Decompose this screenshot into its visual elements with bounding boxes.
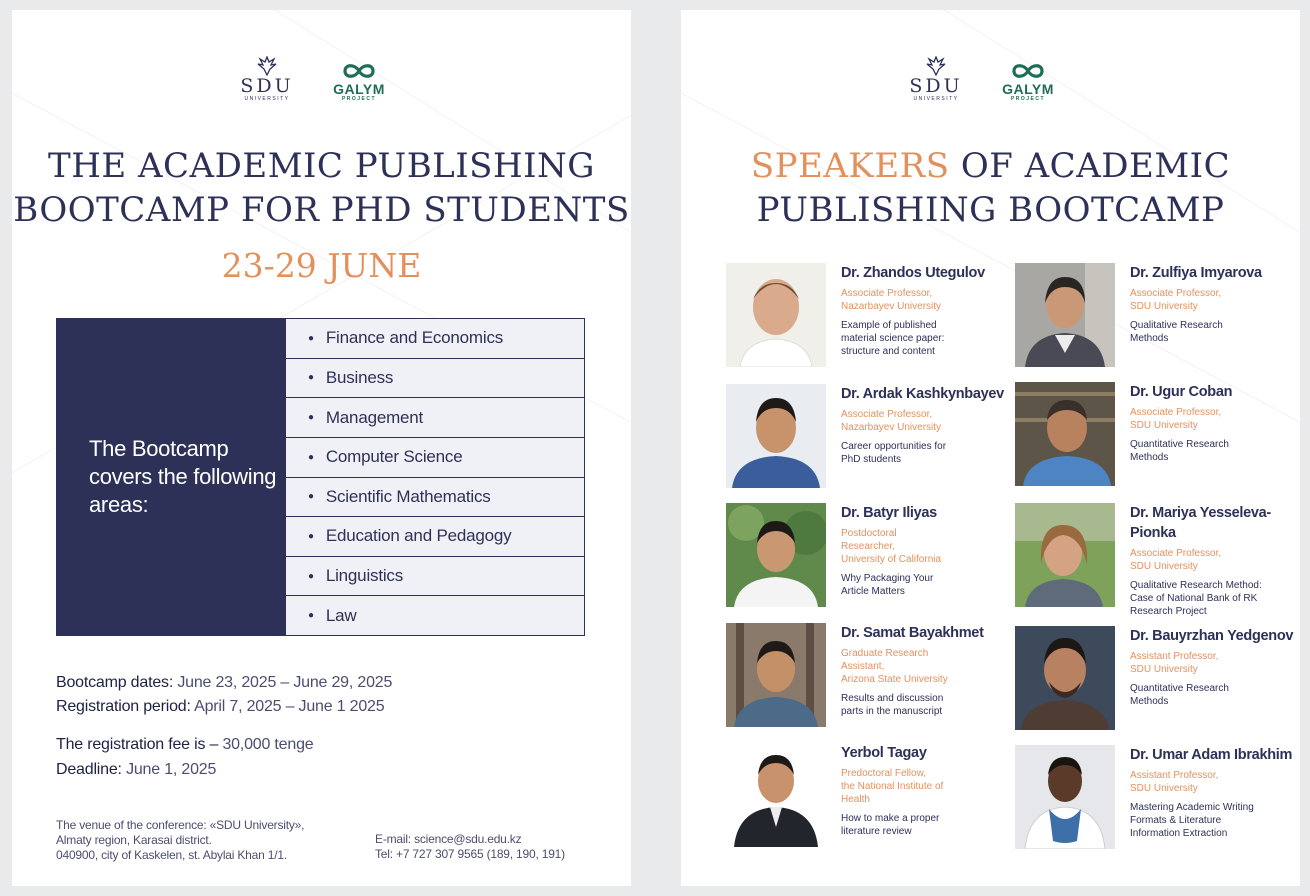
speaker-role: Graduate Research Assistant, Arizona State University: [841, 648, 948, 685]
speaker-photo: [1015, 503, 1115, 607]
speaker-role: Postdoctoral Researcher, University of California: [841, 528, 942, 565]
speaker-name: Dr. Samat Bayakhmet: [841, 625, 984, 641]
deadline-label: Deadline:: [56, 761, 122, 778]
area-item: [286, 438, 584, 478]
speaker-photo: [1015, 626, 1115, 730]
area-label: Finance and Economics: [325, 328, 504, 348]
speaker-name: Dr. Batyr Iliyas: [841, 505, 937, 521]
registration-fee: [56, 736, 313, 754]
speaker-name: Dr. Mariya Yesseleva-Pionka: [1130, 505, 1271, 541]
bootcamp-dates-value: June 23, 2025 – June 29, 2025: [177, 674, 393, 691]
speaker-name: Dr. Zulfiya Imyarova: [1130, 265, 1262, 281]
speaker-role: Associate Professor, Nazarbayev University: [841, 409, 942, 433]
sdu-subtitle: UNIVERSITY: [913, 96, 959, 102]
speaker-photo: [726, 263, 826, 367]
bullet-icon: ●: [308, 451, 314, 463]
registration-period-value: April 7, 2025 – June 1 2025: [194, 698, 385, 715]
sdu-eagle-icon: [256, 56, 278, 76]
speaker-name: Dr. Bauyrzhan Yedgenov: [1130, 628, 1294, 644]
logo-row: [238, 56, 392, 102]
speaker-photo: [1015, 745, 1115, 849]
speaker-topic: Quantitative Research Methods: [1130, 439, 1229, 463]
speaker-role: Assistant Professor, SDU University: [1130, 651, 1219, 675]
area-label: Law: [325, 605, 357, 625]
area-item: [286, 319, 584, 359]
poster-title-line-2: BOOTCAMP FOR PHD STUDENTS: [13, 190, 630, 230]
area-label: Scientific Mathematics: [325, 486, 491, 506]
area-label: Education and Pedagogy: [325, 526, 512, 546]
galym-wordmark: GALYM: [333, 81, 385, 97]
speaker-photo: [1015, 263, 1115, 367]
speakers-title-accent: SPEAKERS: [750, 146, 950, 186]
sdu-subtitle: UNIVERSITY: [244, 96, 290, 102]
registration-fee-value: 30,000 tenge: [222, 736, 314, 753]
bullet-icon: ●: [308, 491, 314, 503]
venue-line: The venue of the conference: «SDU University»,: [56, 818, 305, 832]
speaker-topic: Why Packaging Your Article Matters: [841, 573, 934, 597]
area-item: [286, 398, 584, 438]
bullet-icon: ●: [308, 412, 314, 424]
speaker-name: Dr. Ardak Kashkynbayev: [841, 386, 1004, 402]
area-item: [286, 478, 584, 518]
speaker-topic: Career opportunities for PhD students: [841, 441, 947, 465]
speaker-photo: [726, 384, 826, 488]
sdu-wordmark: SDU: [909, 75, 963, 97]
speaker-name: Yerbol Tagay: [841, 745, 927, 761]
area-label: Linguistics: [325, 566, 404, 586]
speaker-topic: Example of published material science paper: structure and content: [841, 320, 945, 357]
sdu-logo: [238, 56, 296, 102]
speaker-name: Dr. Ugur Coban: [1130, 384, 1233, 400]
bullet-icon: ●: [308, 332, 314, 344]
venue-line: Almaty region, Karasai district.: [56, 833, 212, 847]
bootcamp-dates-label: Bootcamp dates:: [56, 674, 174, 691]
speaker-topic: Quantitative Research Methods: [1130, 683, 1229, 707]
bootcamp-dates: [56, 674, 392, 692]
bullet-icon: ●: [308, 372, 314, 384]
areas-intro-panel: [57, 319, 286, 635]
logo-row: [907, 56, 1061, 102]
registration-period: [56, 698, 384, 716]
galym-logo: [326, 61, 392, 102]
area-label: Management: [325, 407, 424, 427]
area-label: Computer Science: [325, 447, 463, 467]
contact-email: E-mail: science@sdu.edu.kz: [375, 832, 522, 846]
speaker-role: Predoctoral Fellow, the National Institute of Health: [841, 768, 944, 805]
deadline: [56, 761, 216, 779]
areas-intro-text: The Bootcamp covers the following areas:: [89, 436, 277, 517]
speakers-title-line-2: PUBLISHING BOOTCAMP: [756, 190, 1225, 230]
area-item: [286, 517, 584, 557]
speaker-role: Associate Professor, SDU University: [1130, 288, 1222, 312]
sdu-eagle-icon: [925, 56, 947, 76]
speaker-photo: [726, 623, 826, 727]
speaker-topic: Qualitative Research Method: Case of National Bank of RK Research Project: [1130, 580, 1262, 617]
poster-title: [12, 144, 631, 232]
bullet-icon: ●: [308, 610, 314, 622]
speaker-photo: [1015, 382, 1115, 486]
areas-table: [56, 318, 585, 636]
galym-infinity-icon: [340, 61, 378, 81]
contact-info: [375, 832, 565, 862]
speakers-title-line-1: [681, 144, 1300, 188]
area-item: [286, 557, 584, 597]
speakers-title: [681, 144, 1300, 232]
bullet-icon: ●: [308, 530, 314, 542]
speaker-role: Assistant Professor, SDU University: [1130, 770, 1219, 794]
galym-logo: [995, 61, 1061, 102]
speaker-photo: [726, 743, 826, 847]
speakers-title-rest: OF ACADEMIC: [960, 146, 1231, 186]
areas-list: [286, 319, 584, 635]
speaker-role: Associate Professor, Nazarbayev University: [841, 288, 942, 312]
speaker-photo: [726, 503, 826, 607]
date-heading: 23-29 JUNE: [221, 246, 422, 285]
contact-phone: Tel: +7 727 307 9565 (189, 190, 191): [375, 847, 565, 861]
speaker-topic: Mastering Academic Writing Formats & Literature Information Extraction: [1130, 802, 1254, 839]
speaker-role: Associate Professor, SDU University: [1130, 407, 1222, 431]
sdu-logo: [907, 56, 965, 102]
bootcamp-poster: [12, 10, 631, 886]
bullet-icon: ●: [308, 570, 314, 582]
speaker-topic: Results and discussion parts in the manuscript: [841, 693, 944, 717]
area-item: [286, 359, 584, 399]
speaker-topic: Qualitative Research Methods: [1130, 320, 1223, 344]
galym-subtitle: PROJECT: [1010, 96, 1046, 102]
poster-title-line-1: THE ACADEMIC PUBLISHING: [48, 146, 595, 186]
registration-period-label: Registration period:: [56, 698, 191, 715]
sdu-wordmark: SDU: [240, 75, 294, 97]
speaker-role: Associate Professor, SDU University: [1130, 548, 1222, 572]
venue-line: 040900, city of Kaskelen, st. Abylai Khan 1/1.: [56, 848, 287, 862]
registration-fee-label: The registration fee is –: [56, 736, 219, 753]
galym-subtitle: PROJECT: [341, 96, 377, 102]
speaker-name: Dr. Umar Adam Ibrakhim: [1130, 747, 1293, 763]
area-label: Business: [325, 367, 394, 387]
venue-address: [56, 818, 304, 863]
speakers-poster: [681, 10, 1300, 886]
area-item: [286, 596, 584, 635]
deadline-value: June 1, 2025: [126, 761, 217, 778]
speaker-topic: How to make a proper literature review: [841, 813, 940, 837]
speaker-name: Dr. Zhandos Utegulov: [841, 265, 985, 281]
galym-wordmark: GALYM: [1002, 81, 1054, 97]
galym-infinity-icon: [1009, 61, 1047, 81]
